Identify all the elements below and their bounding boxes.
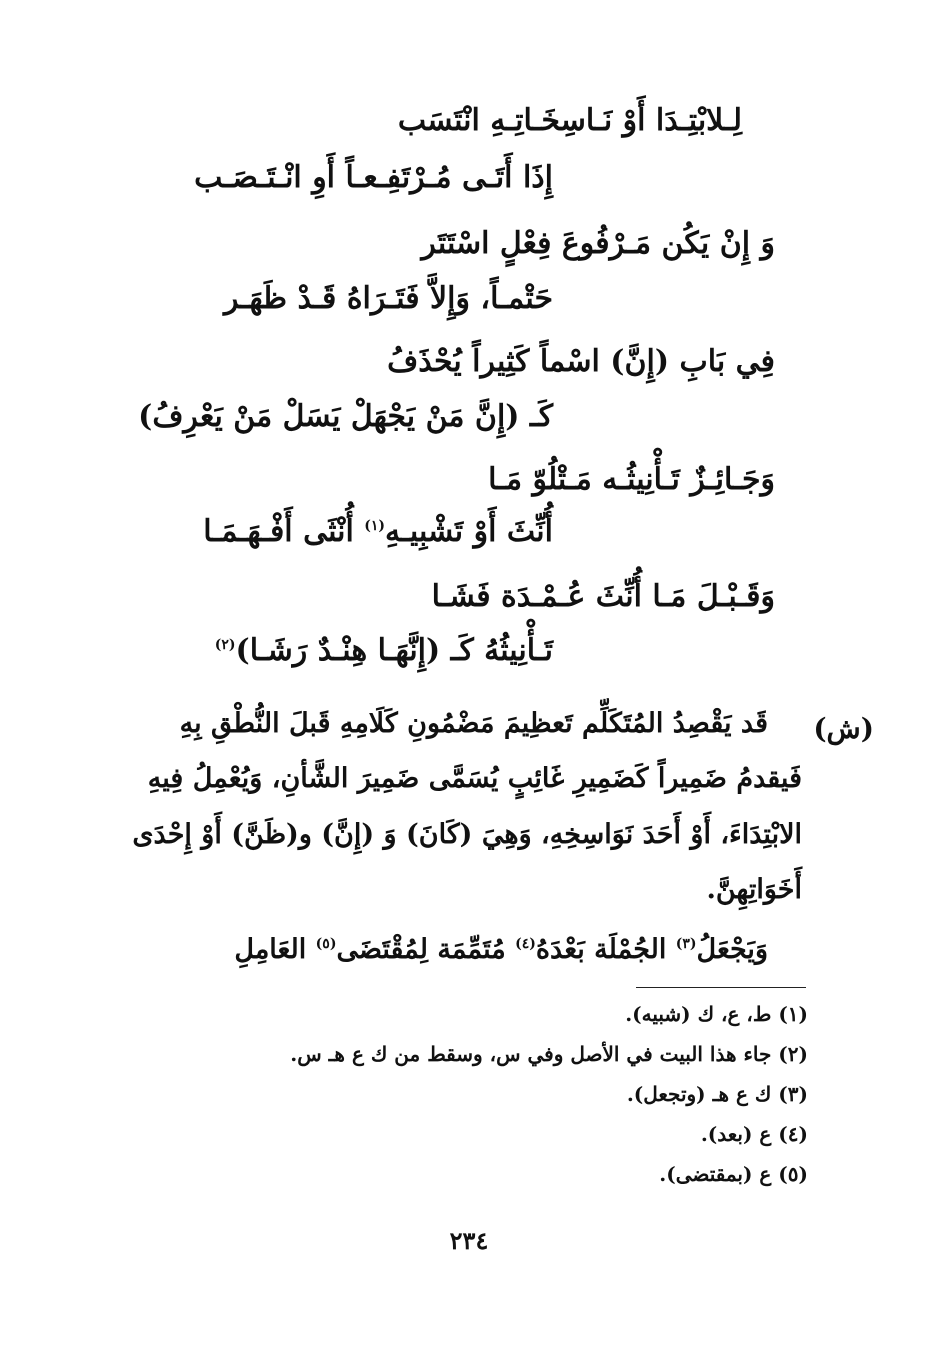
verse-text: أُنِّثَ أَوْ تَشْبِيـهِ bbox=[385, 514, 553, 549]
footnote-ref: (١) bbox=[364, 518, 386, 534]
verse-text: أُنْثَى أَفْـهَـمَـا bbox=[203, 514, 365, 549]
verse-line bbox=[214, 633, 553, 668]
verse-line: كَـ (إِنَّ مَنْ يَجْهَلْ يَسَلْ مَنْ يَعْرِفُ) bbox=[138, 399, 553, 434]
footnote: (١) ط، ع، ك (شبيه). bbox=[625, 1002, 808, 1026]
verse-text: تَـأْنِيثُهُ كَـ (إِنَّهَـا هِنْـدٌ رَشَـا) bbox=[235, 633, 553, 668]
verse-line: وَ إِنْ يَكُن مَـرْفُوعَ فِعْلٍ اسْتَتَر bbox=[421, 226, 775, 261]
commentary-text: العَامِلِ bbox=[234, 934, 316, 965]
footnote: (٥) ع (بمقتضى). bbox=[659, 1162, 808, 1186]
footnote-divider bbox=[636, 987, 806, 988]
footnote: (٤) ع (بعد). bbox=[700, 1122, 808, 1146]
verse-line: لِـلابْتِـدَا أَوْ نَـاسِخَـاتِـهِ انْتَسَب bbox=[397, 103, 742, 138]
footnote: (٣) ك ع هـ (وتجعل). bbox=[626, 1082, 808, 1106]
verse-line: وَجَـائِـزٌ تَـأْنِيثُـه مَـتْلُوّ مَـا bbox=[488, 462, 775, 497]
commentary-text: الجُمْلَة بَعْدَهُ bbox=[535, 934, 676, 965]
footnote-ref: (٣) bbox=[675, 936, 697, 952]
verse-line: وَقَـبْـلَ مَـا أُنِّثَ عُـمْـدَة فَشَـا bbox=[431, 579, 775, 614]
footnote-ref: (٤) bbox=[515, 936, 536, 952]
commentary-marker: (ش) bbox=[813, 712, 874, 745]
footnote: (٢) جاء هذا البيت في الأصل وفي س، وسقط من ك ع هـ س. bbox=[290, 1042, 808, 1066]
verse-line bbox=[203, 514, 553, 549]
commentary-text: مُتَمِّمَة لِمُقْتَضَى bbox=[336, 934, 516, 965]
footnote-ref: (٥) bbox=[315, 936, 337, 952]
commentary-line: فَيقدمُ ضَمِيراً كَضَمِيرِ غَائِبٍ يُسَمَّى ضَمِيرَ الشَّأنِ، وَيُعْمِلُ فِيهِ bbox=[147, 763, 802, 794]
commentary-text: وَيَجْعَلُ bbox=[696, 934, 768, 965]
page-number: ٢٣٤ bbox=[449, 1226, 489, 1255]
verse-line: فِي بَابِ (إِنَّ) اسْماً كَثِيراً يُحْذَفُ bbox=[387, 344, 775, 379]
commentary-line: قَد يَقْصِدُ المُتَكَلِّم تَعظِيمَ مَضْمُونِ كَلَامِهِ قَبلَ النُّطْقِ بِهِ bbox=[179, 708, 768, 739]
commentary-line: الابْتِدَاءَ، أَوْ أَحَدَ نَوَاسِخِهِ، وَهِيَ (كَانَ) وَ (إِنَّ) و(ظَنَّ) أَوْ إِحْدَى bbox=[132, 819, 802, 850]
commentary-line bbox=[234, 936, 768, 963]
footnote-ref: (٢) bbox=[214, 637, 236, 653]
verse-line: حَتْمـاً، وَإِلاَّ فَتَـرَاهُ قَـدْ ظَهَـر bbox=[224, 281, 553, 316]
verse-line: إِذَا أَتَـى مُـرْتَفِـعـاً أَوِ انْـتَـصَـب bbox=[194, 160, 553, 195]
commentary-line: أَخَوَاتِهِنَّ. bbox=[706, 874, 802, 905]
